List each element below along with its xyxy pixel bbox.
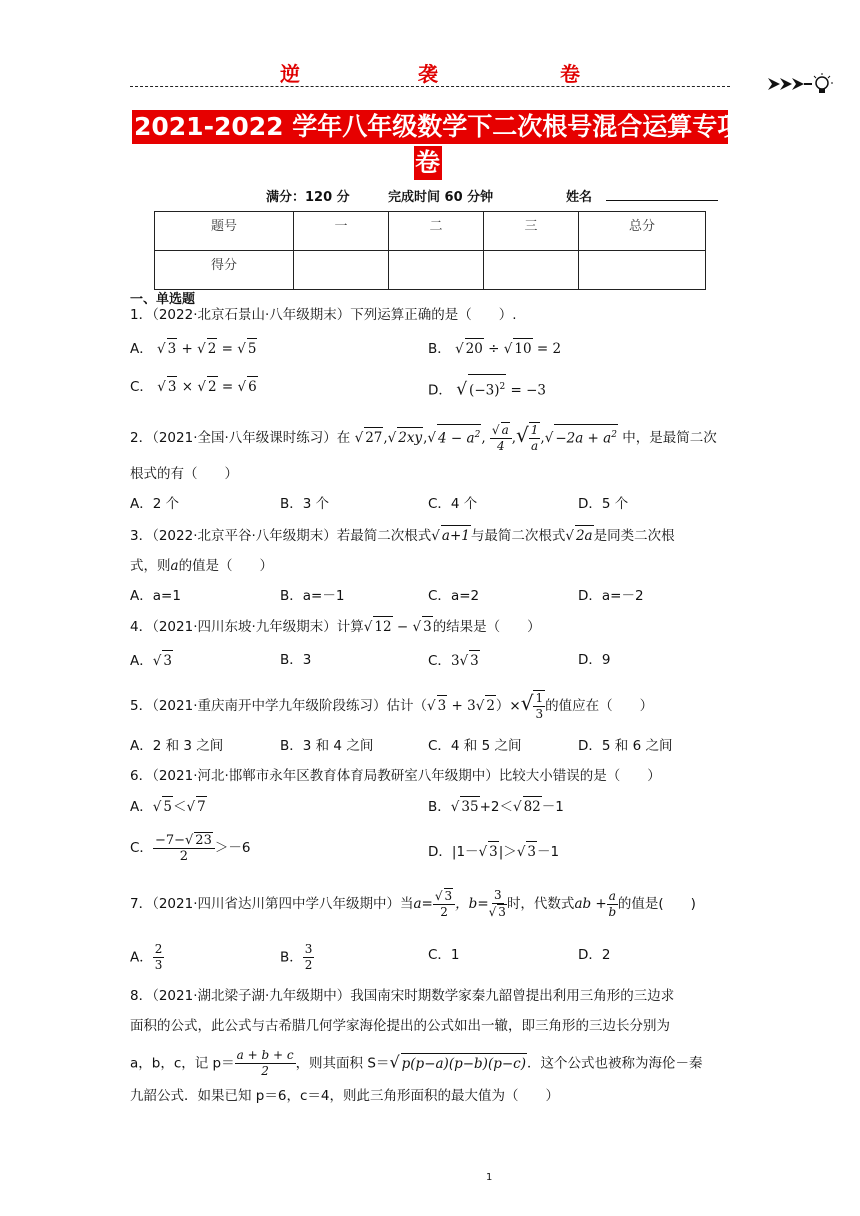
question-8-line2: 面积的公式，此公式与古希腊几何学家海伦提出的公式如出一辙，即三角形的三边长分别为 xyxy=(130,1018,670,1034)
q3-option-c[interactable] xyxy=(428,586,479,606)
name-field[interactable] xyxy=(606,200,718,201)
q3-variable: a xyxy=(170,558,179,574)
result: −3 xyxy=(526,382,547,399)
radicand: 4 − a xyxy=(438,430,475,446)
question-8-line3: a，b，c，记 p＝ $\frac{a + b + c}{2}$ ，则其面积 S＝√ p(p−a)(p−b)(p−c)．这个公式也被称为海伦－秦 xyxy=(130,1048,703,1078)
variable-a: a= xyxy=(413,896,433,912)
score-cell[interactable] xyxy=(294,251,389,290)
q3-middle: 与最简二次根式 xyxy=(470,528,566,544)
q8-part-c: ．这个公式也被称为海伦－秦 xyxy=(527,1055,703,1072)
option-letter: D． xyxy=(578,588,602,604)
score-cell[interactable] xyxy=(484,251,579,290)
radicand: 35 xyxy=(460,796,479,817)
plus-sign: + xyxy=(451,698,463,714)
question-4-stem: 4．（2021·四川东坡·九年级期末）计算√ 12 − √ 3的结果是（ ） xyxy=(130,616,541,637)
option-letter: B． xyxy=(280,588,303,604)
section-heading: 一、单选题 xyxy=(130,292,196,307)
q7-option-d[interactable]: D．2 xyxy=(578,947,611,963)
q3-prefix: 3．（2022·北京平谷·八年级期末）若最简二次根式 xyxy=(130,528,432,544)
radicand: 27 xyxy=(364,427,383,448)
fraction-denominator: 2 xyxy=(179,849,189,864)
time-limit: 完成时间 60 分钟 xyxy=(388,190,494,205)
radicand: 3 xyxy=(162,650,173,671)
option-letter: A． xyxy=(130,799,153,815)
page-title: 2021-2022 学年八年级数学下二次根号混合运算专项测试 xyxy=(134,112,793,141)
question-6-stem: 6．（2021·河北·邯郸市永年区教育体育局教研室八年级期中）比较大小错误的是（ ） xyxy=(130,768,661,784)
fraction-denominator: b xyxy=(608,904,617,919)
q3-option-a[interactable] xyxy=(130,586,181,606)
q2-option-b[interactable]: B．3 个 xyxy=(280,496,330,512)
header-word-3: 卷 xyxy=(560,62,580,86)
radicand: 3 xyxy=(437,695,448,716)
q5-option-b[interactable]: B．3 和 4 之间 xyxy=(280,738,374,754)
expr-part: |1－ xyxy=(451,844,479,860)
q4-suffix: 的结果是（ ） xyxy=(432,619,541,635)
option-letter: B． xyxy=(428,799,451,815)
question-3-stem: 3．（2022·北京平谷·八年级期末）若最简二次根式√ a+1与最简二次根式√ 2a是同类二次根 xyxy=(130,525,675,546)
option-letter: A． xyxy=(130,949,153,966)
fraction-numerator: 3 xyxy=(304,942,313,956)
radicand: 82 xyxy=(523,796,542,817)
comparison: +2＜ xyxy=(479,799,513,815)
option-letter: A． xyxy=(130,341,153,357)
radicand: 2a xyxy=(575,525,594,546)
fraction-denominator: 3 xyxy=(535,707,544,721)
radicand: 23 xyxy=(195,833,212,848)
score-cell[interactable] xyxy=(389,251,484,290)
radicand: 3 xyxy=(422,616,433,637)
option-letter: A． xyxy=(130,653,153,669)
q7-option-c[interactable]: C．1 xyxy=(428,947,460,963)
fraction-denominator: 3 xyxy=(154,958,163,972)
q1-option-a[interactable]: A． √ 3 + √ 2 = √ 5 xyxy=(130,338,257,359)
tail: －1 xyxy=(541,799,564,815)
question-5-stem: 5．（2021·重庆南开中学九年级阶段练习）估计（√ 3 + 3√ 2）×√ $\frac{1}{3}$ 的值应在（ ） xyxy=(130,691,654,721)
option-letter: B． xyxy=(280,949,303,966)
radicand: 7 xyxy=(196,796,207,817)
question-8-line1: 8．（2021·湖北梁子湖·九年级期中）我国南宋时期数学家秦九韶曾提出利用三角形的三边求 xyxy=(130,988,675,1004)
question-7-stem: 7．（2021·四川省达川第四中学八年级期中）当a= $\frac{√ 3}{2}$ ，b= $\frac{3}{√ 3}$ 时，代数式ab + $\frac{a}{b}$ 的值是( ) xyxy=(130,888,696,919)
q3-line2-a: 式，则 xyxy=(130,558,171,574)
tail: －1 xyxy=(537,844,560,860)
fraction-numerator: 2 xyxy=(154,942,163,956)
radicand: 6 xyxy=(247,376,258,397)
q3-option-b[interactable] xyxy=(280,586,344,606)
q6-option-a[interactable]: A．√ 5＜√ 7 xyxy=(130,796,207,817)
radicand: −2a + a xyxy=(555,430,612,446)
q5-suffix: 的值应在（ ） xyxy=(545,698,654,714)
q2-option-c[interactable]: C．4 个 xyxy=(428,496,478,512)
q6-option-b[interactable]: B．√ 35+2＜√ 82－1 xyxy=(428,796,564,817)
radicand: 10 xyxy=(513,338,532,359)
full-score: 满分：120 分 xyxy=(266,190,350,205)
option-letter: C． xyxy=(428,588,451,604)
coefficient: 3 xyxy=(467,698,476,714)
q3-line2-b: 的值是（ ） xyxy=(178,558,274,574)
option-letter: B． xyxy=(428,341,451,357)
option-letter: D． xyxy=(428,844,452,860)
header-word-1: 逆 xyxy=(280,62,300,86)
option-value: a=－2 xyxy=(601,588,644,604)
fraction-denominator: a xyxy=(531,439,539,453)
q2-option-a[interactable]: A．2 个 xyxy=(130,496,180,512)
result: 2 xyxy=(552,341,562,357)
q5-option-a[interactable]: A．2 和 3 之间 xyxy=(130,738,224,754)
fraction-numerator: a xyxy=(501,423,509,437)
radicand: p(p−a)(p−b)(p−c) xyxy=(401,1053,527,1074)
table-cell: 总分 xyxy=(579,212,706,251)
question-3-line2 xyxy=(130,556,273,576)
radicand: 2 xyxy=(207,376,218,397)
q5-prefix: 5．（2021·重庆南开中学九年级阶段练习）估计（ xyxy=(130,698,427,714)
q8-part-b: ，则其面积 S＝ xyxy=(295,1055,390,1072)
q4-option-c[interactable]: C．3√ 3 xyxy=(428,650,480,671)
q1-option-b[interactable]: B． √ 20 ÷ √ 10 = 2 xyxy=(428,338,561,359)
exponent: 2 xyxy=(611,429,617,440)
name-label: 姓名 xyxy=(566,190,593,205)
header-dashed-rule xyxy=(130,86,730,87)
fraction-denominator: 3 xyxy=(498,905,506,919)
q4-option-d[interactable]: D．9 xyxy=(578,652,611,668)
q2-prefix: 2．（2021·全国·八年级课时练习）在 xyxy=(130,430,351,446)
table-cell: 一 xyxy=(294,212,389,251)
radicand: 5 xyxy=(247,338,258,359)
q1-option-d[interactable]: D． √ $(-3)^2 = -3$ xyxy=(428,374,546,401)
page-title-line2: 卷 xyxy=(415,148,441,177)
fraction-numerator: a xyxy=(608,888,616,903)
fraction-numerator: 1 xyxy=(530,423,539,437)
q2-option-d[interactable]: D．5 个 xyxy=(578,496,629,512)
exponent: 2 xyxy=(499,382,506,392)
option-value: a=－1 xyxy=(302,588,345,604)
radicand: 5 xyxy=(162,796,173,817)
q8-part-a: a，b，c，记 p＝ xyxy=(130,1055,235,1072)
question-1-stem: 1．（2022·北京石景山·八年级期末）下列运算正确的是（ ）. xyxy=(130,307,517,323)
q3-option-d[interactable] xyxy=(578,586,644,606)
q5-option-d[interactable]: D．5 和 6 之间 xyxy=(578,738,673,754)
fraction-denominator: 2 xyxy=(304,958,313,972)
option-letter: C． xyxy=(130,379,153,395)
radicand: 20 xyxy=(465,338,484,359)
radicand: (−3) xyxy=(469,382,500,399)
fraction-numerator: a + b + c xyxy=(236,1048,294,1062)
q7-prefix: 7．（2021·四川省达川第四中学八年级期中）当 xyxy=(130,896,414,912)
radicand: 3 xyxy=(488,841,499,862)
radicand: 3 xyxy=(167,338,178,359)
radicand: 3 xyxy=(167,376,178,397)
fraction-numerator: −7− xyxy=(154,833,185,848)
score-cell[interactable] xyxy=(579,251,706,290)
option-letter: C． xyxy=(428,653,451,669)
question-8-line4: 九韶公式．如果已知 p＝6，c＝4，则此三角形面积的最大值为（ ） xyxy=(130,1088,559,1104)
q7-middle: 时，代数式 xyxy=(506,896,575,912)
q5-close: ）× xyxy=(495,698,521,714)
q1-option-c[interactable]: C． √ 3 × √ 2 = √ 6 xyxy=(130,376,258,397)
fraction-numerator: 1 xyxy=(535,691,544,705)
q3-suffix: 是同类二次根 xyxy=(593,528,675,544)
table-row xyxy=(155,212,706,251)
q4-prefix: 4．（2021·四川东坡·九年级期末）计算 xyxy=(130,619,364,635)
coefficient: 3 xyxy=(450,653,460,669)
table-row xyxy=(155,251,706,290)
question-2-stem: 2．（2021·全国·八年级课时练习）在 √ 27,√ 2xy,√ $4 - a^2$, $\frac{√ a}{4}$ ,√ $\frac{1}{a}$ ,√ $-2a + a^2$ 中，是最简二次 xyxy=(130,423,717,453)
option-value: a=1 xyxy=(152,588,181,604)
q5-option-c[interactable]: C．4 和 5 之间 xyxy=(428,738,522,754)
fraction-numerator: 3 xyxy=(444,889,453,903)
table-cell: 得分 xyxy=(155,251,294,290)
triple-arrow-icon xyxy=(766,72,836,100)
radicand: 2 xyxy=(207,338,218,359)
comparison: ＜ xyxy=(172,799,187,815)
table-cell: 三 xyxy=(484,212,579,251)
radicand: 12 xyxy=(373,616,392,637)
table-cell: 题号 xyxy=(155,212,294,251)
lightbulb-icon xyxy=(814,73,833,93)
variable-b: ，b= xyxy=(455,896,489,912)
q6-option-c[interactable]: C． $\frac{-7-√ 23}{2}$ ＞－6 xyxy=(130,833,251,864)
radicand: 3 xyxy=(469,650,480,671)
question-2-line2: 根式的有（ ） xyxy=(130,466,238,482)
fraction-denominator: 4 xyxy=(496,439,505,453)
expression: ab + xyxy=(574,896,607,912)
exponent: 2 xyxy=(474,429,481,440)
header-word-2: 袭 xyxy=(418,62,438,86)
q4-option-a[interactable]: A．√ 3 xyxy=(130,650,173,671)
page-number: 1 xyxy=(486,1172,493,1183)
q2-suffix: 中，是最简二次 xyxy=(622,430,717,446)
tail: ＞－6 xyxy=(214,840,251,856)
comparison: |＞ xyxy=(498,844,517,860)
fraction-denominator: 2 xyxy=(440,905,448,919)
radicand: a+1 xyxy=(441,525,471,546)
fraction-numerator: 3 xyxy=(493,888,502,902)
score-table xyxy=(154,211,706,290)
q6-option-d[interactable]: D．|1－√ 3|＞√ 3－1 xyxy=(428,841,559,862)
q7-suffix: 的值是( ) xyxy=(617,896,696,912)
radicand: 2xy xyxy=(397,427,423,448)
option-letter: A． xyxy=(130,588,153,604)
option-value: a=2 xyxy=(450,588,480,604)
q7-option-b[interactable] xyxy=(280,942,314,973)
table-cell: 二 xyxy=(389,212,484,251)
fraction-denominator: 2 xyxy=(261,1064,269,1078)
radicand: 3 xyxy=(526,841,537,862)
option-letter: D． xyxy=(428,382,452,399)
q4-option-b[interactable]: B．3 xyxy=(280,652,312,668)
radicand: 2 xyxy=(485,695,496,716)
option-letter: C． xyxy=(130,840,153,856)
q7-option-a[interactable] xyxy=(130,942,164,973)
